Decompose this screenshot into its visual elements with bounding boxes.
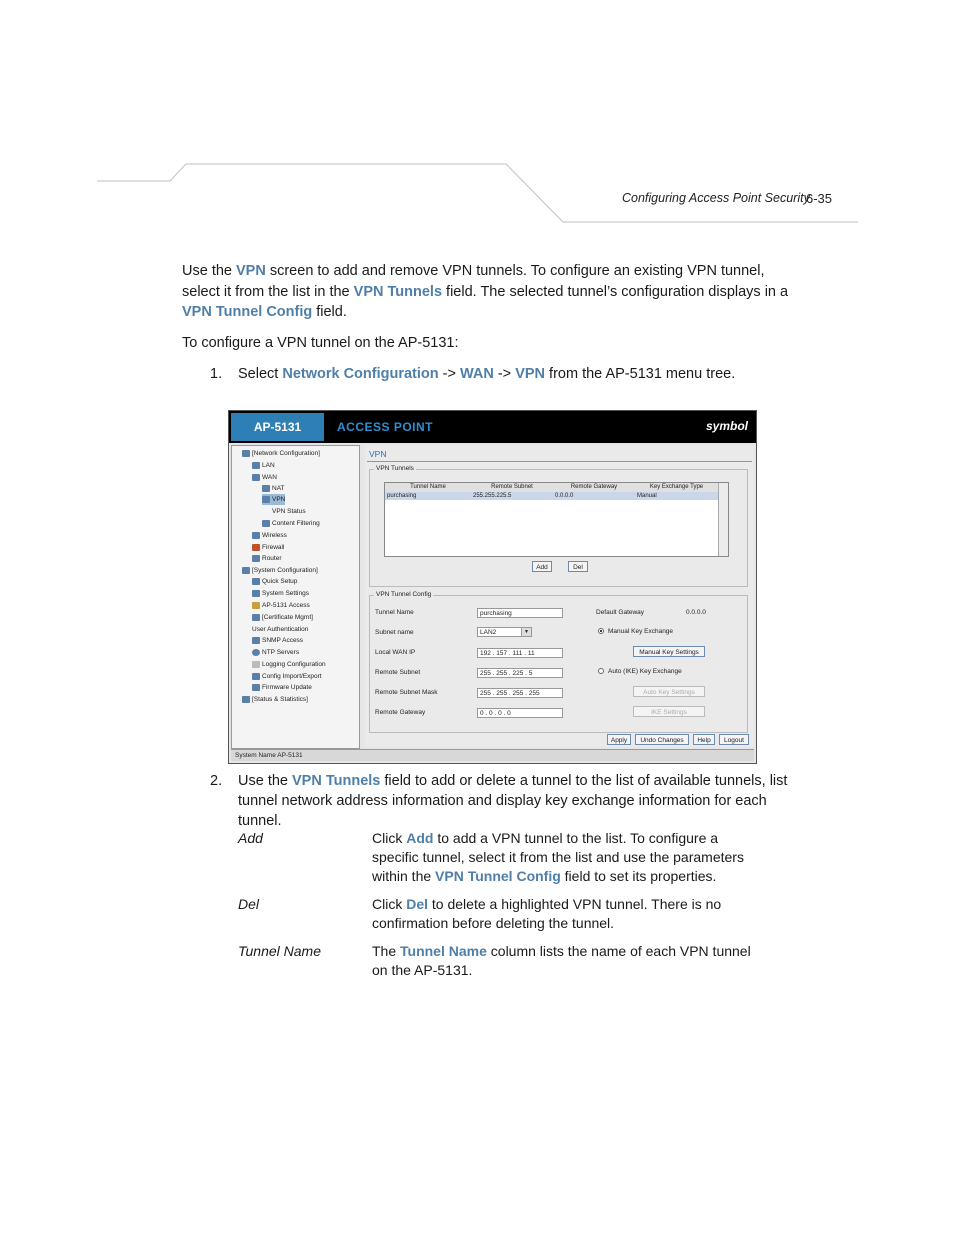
vpn-tunnels-group: VPN Tunnels Tunnel Name Remote Subnet Remote Gateway Key Exchange Type purchasing 255.255.225.5 0.0.0.0 Manual Add Del bbox=[369, 469, 748, 587]
router-icon bbox=[252, 555, 260, 562]
remote-gateway-field[interactable]: 0 . 0 . 0 . 0 bbox=[477, 708, 563, 718]
tree-item[interactable]: Wireless bbox=[252, 530, 287, 541]
auto-key-label: Auto (IKE) Key Exchange bbox=[608, 668, 682, 675]
filter-icon bbox=[262, 520, 270, 527]
status-bar: System Name AP-5131 bbox=[231, 749, 754, 761]
tree-item[interactable]: [System Configuration] bbox=[242, 565, 318, 576]
vpn-screenshot bbox=[228, 410, 757, 764]
label-subnet-name: Subnet name bbox=[375, 629, 414, 636]
undo-changes-button[interactable]: Undo Changes bbox=[635, 734, 689, 745]
tree-item[interactable]: Logging Configuration bbox=[252, 659, 326, 670]
log-icon bbox=[252, 661, 260, 668]
keyword-vpn: VPN bbox=[236, 263, 266, 279]
running-header: Configuring Access Point Security bbox=[622, 191, 810, 205]
remote-subnet-field[interactable]: 255 . 255 . 225 . 5 bbox=[477, 668, 563, 678]
col-key-exchange[interactable]: Key Exchange Type bbox=[635, 483, 719, 492]
keyword-vpn-tunnels: VPN Tunnels bbox=[292, 773, 381, 789]
label-local-wan-ip: Local WAN IP bbox=[375, 649, 416, 656]
tunnel-name-input[interactable]: purchasing bbox=[477, 608, 563, 618]
auto-key-settings-button[interactable]: Auto Key Settings bbox=[633, 686, 705, 697]
app-title: ACCESS POINT bbox=[337, 420, 434, 434]
keyword-vpn-tunnel-config: VPN Tunnel Config bbox=[435, 868, 561, 884]
panel-title: VPN bbox=[369, 449, 387, 459]
folder-icon bbox=[242, 696, 250, 703]
term-add: Add bbox=[238, 830, 263, 846]
keyword-tunnel-name: Tunnel Name bbox=[400, 943, 487, 959]
col-tunnel-name[interactable]: Tunnel Name bbox=[385, 483, 472, 492]
table-cell[interactable]: 255.255.225.5 bbox=[471, 492, 553, 500]
tree-item[interactable]: Quick Setup bbox=[252, 576, 297, 587]
keyword-vpn-tunnel-config: VPN Tunnel Config bbox=[182, 304, 313, 320]
col-remote-gateway[interactable]: Remote Gateway bbox=[553, 483, 636, 492]
keyword-vpn: VPN bbox=[515, 366, 546, 382]
auto-key-radio[interactable] bbox=[598, 668, 604, 674]
tree-item-vpn[interactable]: VPN bbox=[262, 494, 285, 505]
tree-item[interactable]: [Network Configuration] bbox=[242, 448, 320, 459]
default-gateway-value: 0.0.0.0 bbox=[686, 609, 706, 616]
nat-icon bbox=[262, 485, 270, 492]
tree-item[interactable]: WAN bbox=[252, 472, 277, 483]
tree-item[interactable]: Firewall bbox=[252, 542, 284, 553]
col-remote-subnet[interactable]: Remote Subnet bbox=[471, 483, 554, 492]
tunnels-table bbox=[384, 482, 729, 557]
logout-button[interactable]: Logout bbox=[719, 734, 749, 745]
arrow-icon bbox=[252, 578, 260, 585]
table-scrollbar[interactable] bbox=[718, 483, 728, 556]
settings-icon bbox=[252, 590, 260, 597]
product-badge: AP-5131 bbox=[231, 413, 324, 441]
app-header bbox=[229, 411, 756, 443]
chevron-down-icon[interactable]: ▼ bbox=[521, 628, 531, 636]
remote-subnet-mask-field[interactable]: 255 . 255 . 255 . 255 bbox=[477, 688, 563, 698]
keyword-del: Del bbox=[406, 896, 429, 912]
wireless-icon bbox=[252, 532, 260, 539]
del-button[interactable]: Del bbox=[568, 561, 588, 572]
network-icon bbox=[252, 474, 260, 481]
tree-item[interactable]: SNMP Access bbox=[252, 635, 303, 646]
label-tunnel-name: Tunnel Name bbox=[375, 609, 414, 616]
tree-item[interactable]: Content Filtering bbox=[262, 518, 320, 529]
folder-icon bbox=[242, 567, 250, 574]
subnet-name-select[interactable]: LAN2 ▼ bbox=[477, 627, 532, 637]
manual-key-radio[interactable] bbox=[598, 628, 604, 634]
certificate-icon bbox=[252, 614, 260, 621]
table-cell[interactable]: purchasing bbox=[385, 492, 471, 500]
label-remote-subnet: Remote Subnet bbox=[375, 669, 421, 676]
term-tunnel-name: Tunnel Name bbox=[238, 943, 322, 959]
keyword-wan: WAN bbox=[459, 366, 494, 382]
keyword-network-configuration: Network Configuration bbox=[282, 366, 439, 382]
tree-item[interactable]: User Authentication bbox=[252, 626, 309, 633]
key-icon bbox=[252, 602, 260, 609]
vpn-tunnel-config-group: VPN Tunnel Config Tunnel Name Subnet name Local WAN IP Remote Subnet Remote Subnet Mask Remote Gateway purchasing LAN2 ▼ 192 . 157 . 111 . 11 255 . 255 . 225 . 5 255 . 255 . 255 . 255 0 . 0 . 0 . 0 Default Gateway 0.0.0.0 Manual Key Exchange Manual Key Settings Auto (IKE) Key Exchange Auto Key Settings IKE Settings bbox=[369, 595, 748, 733]
label-remote-subnet-mask: Remote Subnet Mask bbox=[375, 689, 438, 696]
brand-logo: symbol bbox=[705, 419, 748, 433]
tree-item[interactable]: Firmware Update bbox=[252, 682, 312, 693]
tree-item[interactable]: Config Import/Export bbox=[252, 671, 322, 682]
intro-lead: To configure a VPN tunnel on the AP-5131: bbox=[182, 335, 459, 351]
manual-key-label: Manual Key Exchange bbox=[608, 628, 674, 635]
tree-item[interactable]: LAN bbox=[252, 460, 275, 471]
import-icon bbox=[252, 673, 260, 680]
local-wan-ip-field[interactable]: 192 . 157 . 111 . 11 bbox=[477, 648, 563, 658]
tree-item[interactable]: System Settings bbox=[252, 588, 309, 599]
label-remote-gateway: Remote Gateway bbox=[375, 709, 426, 716]
keyword-add: Add bbox=[406, 830, 434, 846]
add-button[interactable]: Add bbox=[532, 561, 552, 572]
keyword-vpn-tunnels: VPN Tunnels bbox=[353, 283, 443, 300]
table-cell[interactable]: 0.0.0.0 bbox=[553, 492, 635, 500]
firewall-icon bbox=[252, 544, 260, 551]
firmware-icon bbox=[252, 684, 260, 691]
default-gateway-label: Default Gateway bbox=[596, 609, 645, 616]
network-icon bbox=[252, 462, 260, 469]
tree-item[interactable]: [Status & Statistics] bbox=[242, 694, 308, 705]
table-cell[interactable]: Manual bbox=[635, 492, 718, 500]
tree-item[interactable]: NAT bbox=[262, 483, 285, 494]
vpn-panel bbox=[365, 445, 754, 747]
folder-icon bbox=[242, 450, 250, 457]
vpn-icon bbox=[262, 496, 270, 503]
snmp-icon bbox=[252, 637, 260, 644]
ike-settings-button[interactable]: IKE Settings bbox=[633, 706, 705, 717]
help-button[interactable]: Help bbox=[693, 734, 715, 745]
apply-button[interactable]: Apply bbox=[607, 734, 631, 745]
tree-item[interactable]: VPN Status bbox=[272, 508, 306, 515]
tree-item[interactable]: Router bbox=[252, 553, 282, 564]
tree-item[interactable]: AP-5131 Access bbox=[252, 600, 310, 611]
panel-divider bbox=[367, 461, 752, 462]
intro-paragraph: Use the VPN screen to add and remove VPN tunnels. To configure an existing VPN tunnel, select it from the list in the VPN Tunnels field. The selected tunnel’s configuration displays in a VPN Tunnel Config field. bbox=[182, 263, 789, 320]
term-del: Del bbox=[238, 896, 260, 912]
page-number: 6-35 bbox=[806, 191, 833, 206]
tree-item[interactable]: [Certificate Mgmt] bbox=[252, 612, 313, 623]
manual-key-settings-button[interactable]: Manual Key Settings bbox=[633, 646, 705, 657]
clock-icon bbox=[252, 649, 260, 656]
tree-item[interactable]: NTP Servers bbox=[252, 647, 299, 658]
menu-tree bbox=[231, 445, 360, 749]
